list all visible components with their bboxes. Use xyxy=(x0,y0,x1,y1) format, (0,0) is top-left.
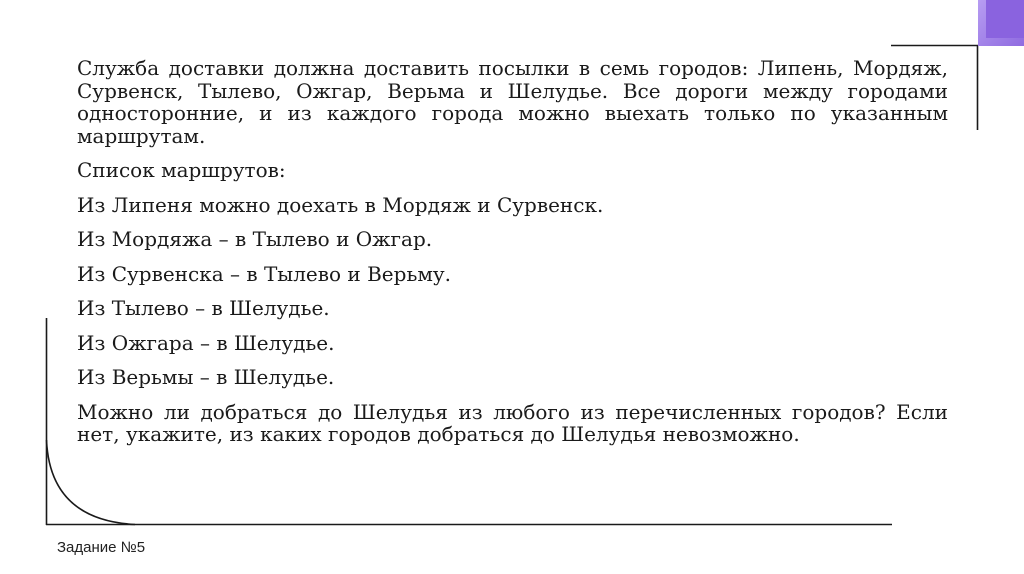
route-item: Из Ожгара – в Шелудье. xyxy=(77,330,335,355)
task-text xyxy=(77,57,948,458)
corner-accent-square-inner xyxy=(986,0,1024,38)
route-item: Из Верьмы – в Шелудье. xyxy=(77,365,335,389)
route-item: Из Тылево – в Шелудье. xyxy=(77,296,330,320)
slide-caption: Задание №5 xyxy=(57,539,146,556)
routes-heading: Список маршрутов: xyxy=(77,158,286,182)
route-item: Из Липеня можно доехать в Мордяж и Сурвенск. xyxy=(77,192,604,217)
route-item: Из Сурвенска – в Тылево и Верьму. xyxy=(77,261,452,286)
route-item: Из Мордяжа – в Тылево и Ожгар. xyxy=(77,227,433,251)
task-question: Можно ли добраться до Шелудья из любого из перечисленных городов? Если нет, укажите, из каких городов добраться до Шелудья невозможно. xyxy=(77,399,948,446)
task-intro: Служба доставки должна доставить посылки в семь городов: Липень, Мордяж, Сурвенск, Тылево, Ожгар, Верьма и Шелудье. Все дороги между городами односторонние, и из каждого города можно выехать только по указанным маршрутам. xyxy=(77,56,948,148)
